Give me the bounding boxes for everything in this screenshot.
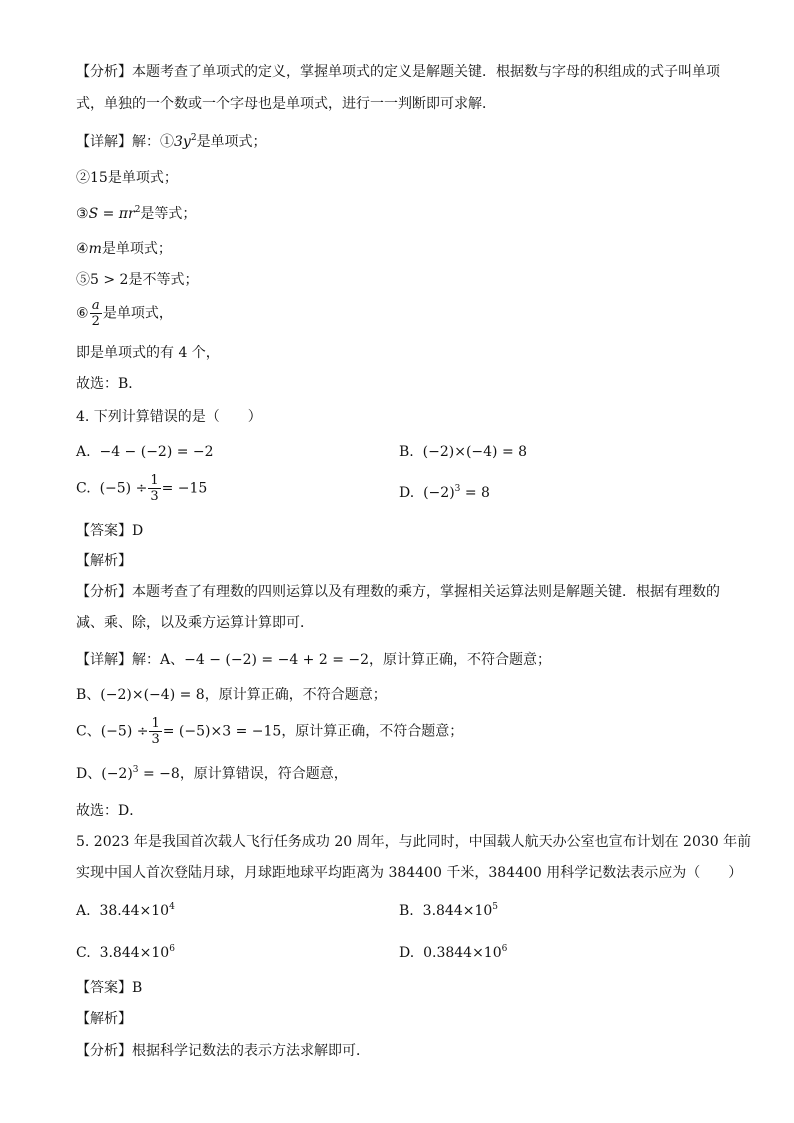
- option-expr: −4 − (−2) = −2: [99, 444, 214, 460]
- q4-option-c: [76, 473, 207, 504]
- fraction-denominator: 3: [150, 489, 159, 504]
- q4-analysis-line2: 减、乘、除，以及乘方运算计算即可．: [76, 615, 314, 631]
- option-expr-post: = −15: [161, 480, 208, 497]
- option-fraction: [148, 473, 160, 504]
- analysis-text: 本题考查了有理数的四则运算以及有理数的乘方，掌握相关运算法则是解题关键．根据有理数的: [132, 584, 720, 600]
- analysis-tag: 【分析】: [76, 584, 132, 600]
- item3-exp: 2: [134, 205, 141, 215]
- q5-option-b: [399, 901, 498, 921]
- detail-pre: B、: [76, 687, 101, 703]
- option-label: A.: [76, 903, 91, 919]
- item5-mark: ⑤: [76, 272, 90, 288]
- q5-option-c: [76, 943, 175, 963]
- q3-choice: 故选：B．: [76, 376, 143, 392]
- option-exp: 3: [454, 484, 461, 494]
- q4-detail-d: [76, 764, 348, 784]
- q5-stem-line2: 实现中国人首次登陆月球，月球距地球平均距离为 384400 千米，384400 用科学记数法表示应为（ ）: [76, 865, 743, 881]
- item6-numerator: a: [90, 298, 102, 314]
- option-base: 0.3844×10: [423, 945, 502, 961]
- item1-expr: 3y: [174, 134, 191, 150]
- item1-text: 是单项式；: [196, 134, 267, 150]
- option-exp: 5: [492, 902, 499, 912]
- q4-detail-a: [76, 650, 551, 670]
- q3-conclusion: 即是单项式的有 4 个，: [76, 345, 220, 361]
- q4-analysis-line1: [76, 582, 720, 602]
- detail-prefix: 解：①: [132, 134, 174, 150]
- option-label: D.: [399, 485, 415, 501]
- detail-expr: −4 − (−2) = −4 + 2 = −2: [184, 652, 370, 668]
- q3-detail-item4: [76, 239, 172, 259]
- option-exp: 6: [501, 944, 508, 954]
- q3-detail-item6: [76, 298, 173, 329]
- fraction-denominator: 3: [151, 732, 160, 747]
- analysis-text: 本题考查了单项式的定义，掌握单项式的定义是解题关键．根据数与字母的积组成的式子叫单项: [132, 64, 720, 80]
- option-label: A.: [76, 444, 91, 460]
- option-label: C.: [76, 480, 91, 497]
- item3-mark: ③: [76, 206, 89, 222]
- option-label: B.: [399, 444, 414, 460]
- option-base: (−2): [423, 485, 455, 501]
- q4-choice: 故选：D．: [76, 803, 144, 819]
- fraction-numerator: 1: [150, 473, 159, 488]
- detail-text: ，原计算错误，符合题意，: [179, 766, 348, 782]
- detail-tag: 【详解】: [76, 652, 132, 668]
- q5-answer: 【答案】B: [76, 980, 143, 996]
- q3-detail-item5: [76, 270, 198, 290]
- q3-detail-item2: ②15是单项式；: [76, 170, 178, 186]
- option-base: 3.844×10: [99, 945, 170, 961]
- q4-answer: 【答案】D: [76, 523, 144, 539]
- detail-tag: 【详解】: [76, 134, 132, 150]
- q3-analysis-line2: 式，单独的一个数或一个字母也是单项式，进行一一判断即可求解．: [76, 96, 496, 112]
- option-label: C.: [76, 945, 91, 961]
- detail-expr-pre: (−5) ÷: [100, 723, 149, 740]
- detail-pre: C、: [76, 723, 101, 740]
- q4-detail-c: [76, 716, 463, 747]
- q5-jiexi: 【解析】: [76, 1011, 132, 1027]
- option-expr: (−2)×(−4) = 8: [422, 444, 528, 460]
- q4-option-b: [399, 442, 527, 462]
- item6-text: 是单项式，: [102, 305, 173, 322]
- detail-expr-post: = −8: [138, 766, 180, 782]
- q4-option-d: [399, 483, 490, 503]
- detail-base: (−2): [101, 766, 133, 782]
- q3-detail-item1: [76, 132, 267, 152]
- fraction-numerator: 1: [151, 716, 160, 731]
- q4-detail-b: [76, 685, 387, 705]
- q3-detail-item3: [76, 204, 196, 224]
- option-base: 38.44×10: [99, 903, 170, 919]
- q4-option-a: [76, 442, 214, 462]
- item3-expr: S = πr: [88, 206, 135, 222]
- detail-pre: D、: [76, 766, 102, 782]
- option-expr-post: = 8: [460, 485, 490, 501]
- item1-exp: 2: [190, 133, 197, 143]
- item6-fraction: [90, 298, 102, 329]
- option-label: D.: [399, 945, 415, 961]
- analysis-tag: 【分析】: [76, 64, 132, 80]
- analysis-tag: 【分析】: [76, 1043, 132, 1059]
- option-label: B.: [399, 903, 414, 919]
- option-exp: 6: [169, 944, 175, 954]
- detail-pre: 解：A、: [132, 652, 185, 668]
- detail-exp: 3: [132, 765, 139, 775]
- detail-text: ，原计算正确，不符合题意；: [204, 687, 387, 703]
- q5-stem-line1: 5. 2023 年是我国首次载人飞行任务成功 20 周年，与此同时，中国载人航天办公室也宣布计划在 2030 年前: [76, 834, 752, 850]
- analysis-text: 根据科学记数法的表示方法求解即可．: [132, 1043, 370, 1059]
- item3-text: 是等式；: [140, 206, 197, 222]
- q4-jiexi: 【解析】: [76, 553, 132, 569]
- item4-text: 是单项式；: [101, 241, 172, 257]
- q3-analysis-line1: [76, 62, 720, 82]
- option-exp: 4: [169, 902, 175, 912]
- option-expr-pre: (−5) ÷: [99, 480, 148, 497]
- q5-option-d: [399, 943, 507, 963]
- q5-analysis: [76, 1041, 370, 1061]
- detail-text: ，原计算正确，不符合题意；: [369, 652, 552, 668]
- q4-stem: 4. 下列计算错误的是（ ）: [76, 409, 262, 425]
- detail-expr-post: = (−5)×3 = −15: [162, 723, 282, 740]
- q5-option-a: [76, 901, 175, 921]
- option-base: 3.844×10: [422, 903, 493, 919]
- item6-mark: ⑥: [76, 305, 89, 322]
- item5-text: 是不等式；: [128, 272, 199, 288]
- detail-expr: (−2)×(−4) = 8: [100, 687, 205, 703]
- item5-expr: 5 > 2: [90, 272, 129, 288]
- item4-expr: m: [88, 241, 102, 257]
- item6-denominator: 2: [91, 314, 100, 329]
- item4-mark: ④: [76, 241, 89, 257]
- detail-fraction: [149, 716, 161, 747]
- detail-text: ，原计算正确，不符合题意；: [281, 723, 464, 740]
